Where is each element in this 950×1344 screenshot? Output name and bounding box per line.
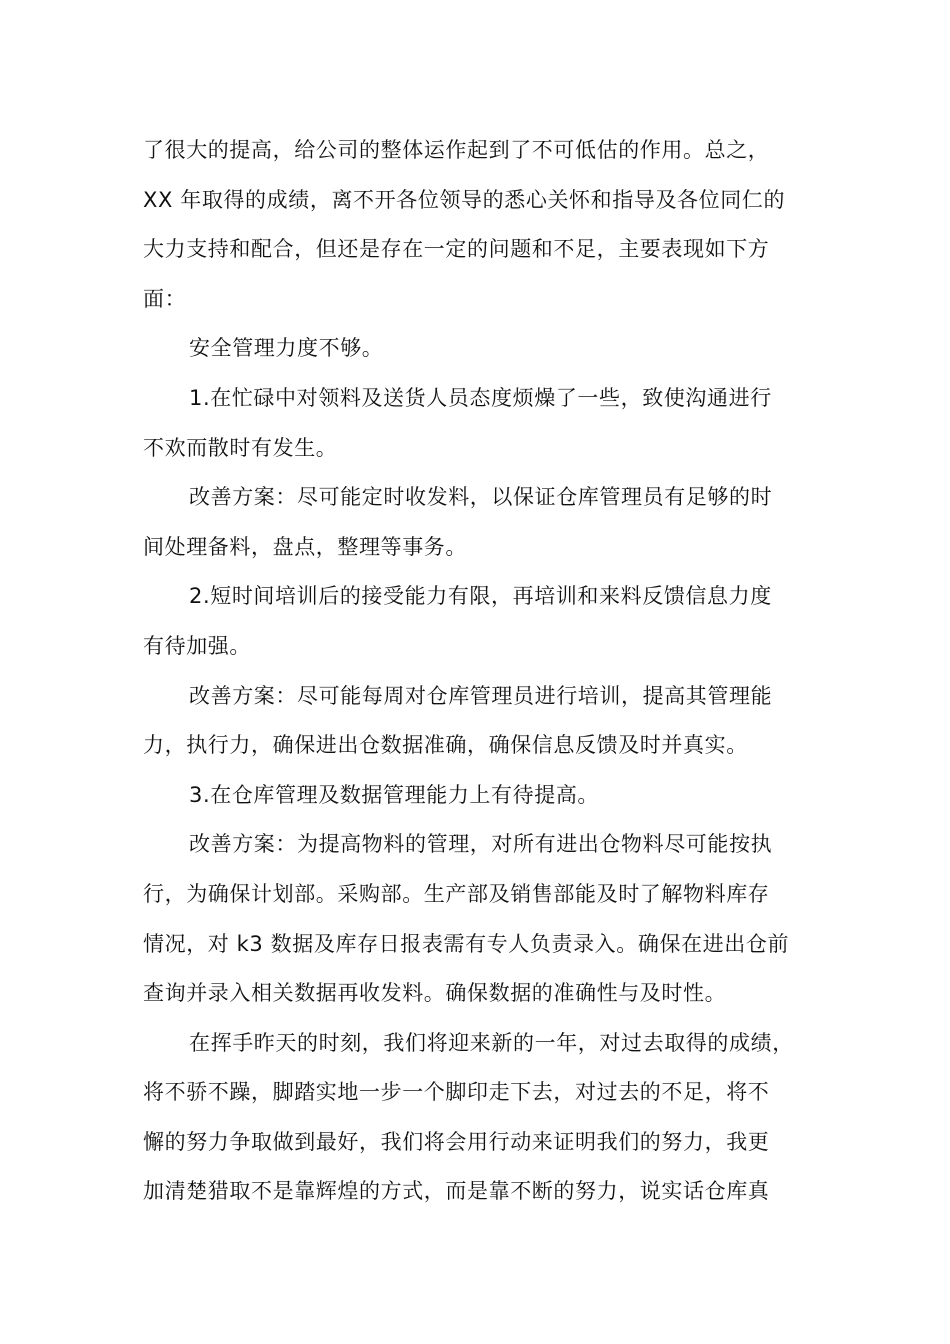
text-line: 在挥手昨天的时刻，我们将迎来新的一年，对过去取得的成绩，	[189, 1030, 794, 1055]
text-line: 懈的努力争取做到最好，我们将会用行动来证明我们的努力，我更	[143, 1129, 770, 1154]
text-line: 面：	[143, 286, 187, 311]
text-line: 查询并录入相关数据再收发料。确保数据的准确性与及时性。	[143, 981, 727, 1006]
text-line: 加清楚猎取不是靠辉煌的方式，而是靠不断的努力，说实话仓库真	[143, 1179, 770, 1204]
text-line: 了很大的提高，给公司的整体运作起到了不可低估的作用。总之，	[143, 138, 770, 162]
document-body	[143, 126, 815, 1217]
text-line: 力，执行力，确保进出仓数据准确，确保信息反馈及时并真实。	[143, 733, 748, 758]
text-line: 情况，对 k3 数据及库存日报表需有专人负责录入。确保在进出仓前	[143, 931, 790, 956]
text-line: 3.在仓库管理及数据管理能力上有待提高。	[189, 782, 600, 807]
text-line: 改善方案：尽可能定时收发料，以保证仓库管理员有足够的时	[189, 485, 773, 510]
text-line: 改善方案：尽可能每周对仓库管理员进行培训，提高其管理能	[189, 683, 773, 708]
text-line: 不欢而散时有发生。	[143, 435, 338, 460]
text-line: XX 年取得的成绩，离不开各位领导的悉心关怀和指导及各位同仁的	[143, 187, 786, 212]
text-line: 1.在忙碌中对领料及送货人员态度烦燥了一些，致使沟通进行	[189, 385, 772, 410]
text-line: 2.短时间培训后的接受能力有限，再培训和来料反馈信息力度	[189, 584, 772, 609]
text-line: 将不骄不躁，脚踏实地一步一个脚印走下去，对过去的不足，将不	[143, 1080, 770, 1105]
text-line: 有待加强。	[143, 633, 251, 658]
text-line: 改善方案：为提高物料的管理，对所有进出仓物料尽可能按执	[189, 832, 773, 857]
text-line: 行，为确保计划部。采购部。生产部及销售部能及时了解物料库存	[143, 881, 770, 906]
text-line: 间处理备料，盘点，整理等事务。	[143, 534, 467, 559]
text-line: 安全管理力度不够。	[189, 336, 384, 361]
text-line: 大力支持和配合，但还是存在一定的问题和不足，主要表现如下方	[143, 237, 770, 262]
